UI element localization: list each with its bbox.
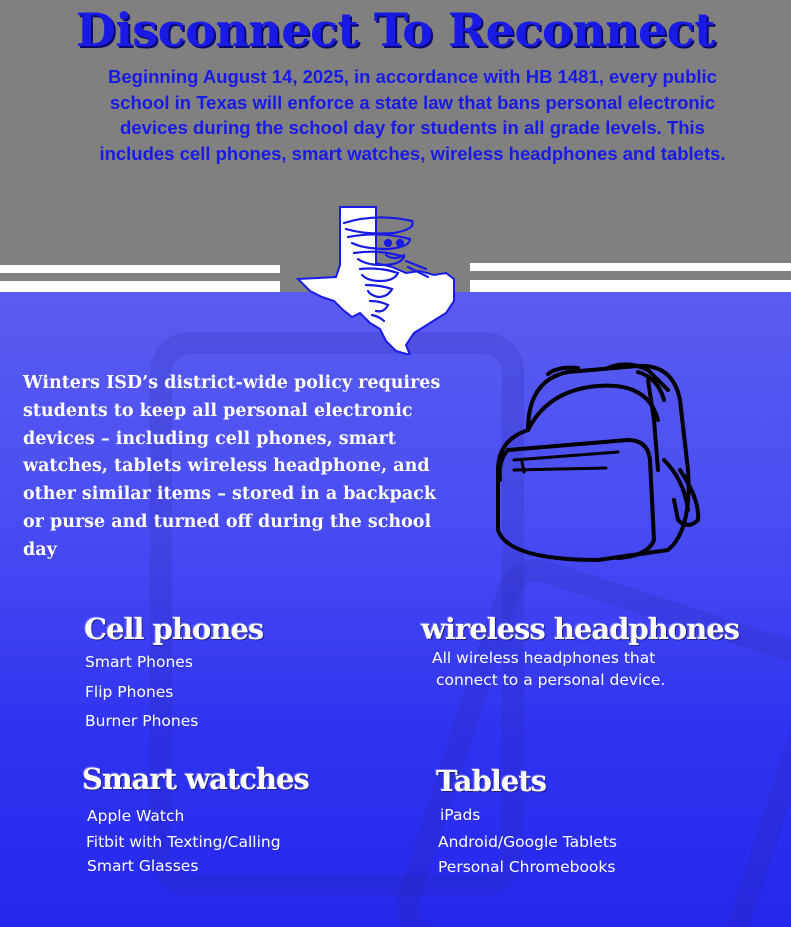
backpack-icon bbox=[488, 360, 708, 570]
smart-watches-item: Fitbit with Texting/Calling bbox=[86, 833, 281, 851]
tablets-item: iPads bbox=[440, 806, 481, 824]
intro-paragraph: Beginning August 14, 2025, in accordance with HB 1481, every public school in Texas will enforce a state law that bans personal electronic devices during the school day for students in all grade levels. This includes cell phones, smart watches, wireless headphones and tablets. bbox=[99, 66, 726, 164]
right-stripe-bottom bbox=[470, 280, 791, 292]
smart-watches-heading: Smart watches bbox=[82, 762, 309, 796]
right-stripe-top bbox=[470, 263, 791, 271]
smart-watches-item: Apple Watch bbox=[87, 807, 185, 825]
tablets-heading: Tablets bbox=[436, 764, 547, 798]
policy-paragraph: Winters ISD’s district-wide policy requires students to keep all personal electronic devices – including cell phones, smart watches, tablets wireless headphone, and other similar items – stored in a backpack or purse and turned off during the school day bbox=[23, 373, 441, 560]
tablets-item: Android/Google Tablets bbox=[438, 833, 617, 851]
wireless-headphones-description-line1: All wireless headphones that bbox=[432, 649, 656, 667]
left-stripe-top bbox=[0, 265, 280, 273]
smart-watches-item: Smart Glasses bbox=[87, 857, 199, 875]
cell-phones-item: Burner Phones bbox=[85, 712, 199, 730]
cell-phones-item: Smart Phones bbox=[85, 653, 193, 671]
page-title: Disconnect To Reconnect bbox=[75, 3, 716, 57]
cell-phones-heading: Cell phones bbox=[84, 612, 264, 646]
wireless-headphones-heading: wireless headphones bbox=[421, 612, 740, 646]
wireless-headphones-description-line2: connect to a personal device. bbox=[436, 671, 666, 689]
cell-phones-item: Flip Phones bbox=[85, 683, 174, 701]
texas-tornado-mascot-icon bbox=[296, 205, 456, 355]
tablets-item: Personal Chromebooks bbox=[438, 858, 616, 876]
